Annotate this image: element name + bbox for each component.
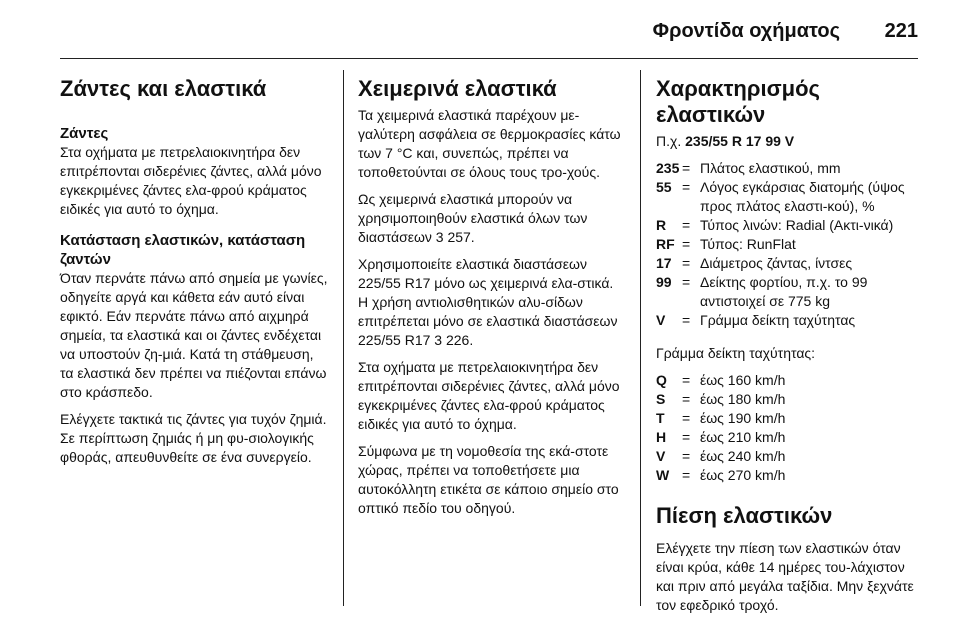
- definition-equals: =: [682, 179, 691, 195]
- section-title-tyre-designation: Χαρακτηρισμός ελαστικών: [656, 76, 820, 127]
- definition-equals: =: [682, 274, 691, 290]
- column-divider-1: [343, 70, 344, 606]
- column-winter-tyres: [358, 76, 626, 526]
- speed-index-equals: =: [682, 429, 691, 445]
- definition-meaning: Τύπος: RunFlat: [700, 236, 796, 252]
- definition-code: RF: [656, 236, 675, 252]
- definition-meaning: Λόγος εγκάρσιας διατομής (ύψος προς πλάτος ελαστι-κού), %: [700, 179, 905, 214]
- definition-code: 235: [656, 160, 680, 176]
- page-number: 221: [884, 20, 918, 42]
- speed-index-code: Q: [656, 372, 667, 388]
- speed-index-meaning: έως 210 km/h: [700, 429, 786, 445]
- designation-definitions: [656, 159, 926, 330]
- speed-index-code: T: [656, 410, 665, 426]
- definition-equals: =: [682, 255, 691, 271]
- example-prefix: Π.χ.: [656, 133, 682, 149]
- definition-code: V: [656, 312, 666, 328]
- speed-index-code: H: [656, 429, 667, 445]
- speed-index-intro: Γράμμα δείκτη ταχύτητας:: [656, 345, 816, 361]
- definition-meaning: Δείκτης φορτίου, π.χ. το 99 αντιστοιχεί σε 775 kg: [700, 274, 868, 309]
- definition-equals: =: [682, 236, 691, 252]
- heading-condition: Κατάσταση ελαστικών, κατάσταση ζαντών: [60, 232, 306, 268]
- column-wheels-tyres: [60, 76, 330, 479]
- text-condition-2: Ελέγχετε τακτικά τις ζάντες για τυχόν ζημιά. Σε περίπτωση ζημιάς ή μη φυ-σιολογικής φθοράς, απευθυνθείτε σε ένα συνεργείο.: [60, 411, 327, 465]
- speed-index-equals: =: [682, 391, 691, 407]
- definition-code: 55: [656, 179, 672, 195]
- heading-wheels: Ζάντες: [60, 125, 109, 142]
- winter-text-3: Χρησιμοποιείτε ελαστικά διαστάσεων 225/55 R17 μόνο ως χειμερινά ελα-στικά. Η χρήση αντιολισθητικών αλυ-σίδων επιτρέπεται μόνο σε ελαστικά διαστάσεων 225/55 R17 3 226.: [358, 256, 618, 348]
- speed-index-meaning: έως 240 km/h: [700, 448, 786, 464]
- section-wheels: [60, 124, 330, 219]
- speed-index-equals: =: [682, 410, 691, 426]
- example-code: 235/55 R 17 99 V: [685, 133, 795, 149]
- definition-code: 17: [656, 255, 672, 271]
- definition-meaning: Γράμμα δείκτη ταχύτητας: [700, 312, 856, 328]
- designation-example: [656, 132, 926, 151]
- speed-index-equals: =: [682, 448, 691, 464]
- winter-text-2: Ως χειμερινά ελαστικά μπορούν να χρησιμοποιηθούν ελαστικά όλων των διαστάσεων 3 257.: [358, 191, 588, 245]
- winter-text-1: Τα χειμερινά ελαστικά παρέχουν με-γαλύτερη ασφάλεια σε θερμοκρασίες κάτω των 7 °C και, συνεπώς, πρέπει να τοποθετούνται σε όλους τους τρο-χούς.: [358, 107, 621, 180]
- speed-index-equals: =: [682, 372, 691, 388]
- column-divider-2: [640, 70, 641, 606]
- speed-index-meaning: έως 270 km/h: [700, 467, 786, 483]
- chapter-title: Φροντίδα οχήματος: [652, 20, 840, 42]
- pressure-text: Ελέγχετε την πίεση των ελαστικών όταν είναι κρύα, κάθε 14 ημέρες του-λάχιστον και πριν από μεγάλα ταξίδια. Μην ξεχνάτε τον εφεδρικό τροχό.: [656, 540, 914, 613]
- header-divider: [60, 58, 918, 59]
- definition-equals: =: [682, 217, 691, 233]
- definition-code: R: [656, 217, 667, 233]
- section-title-wheels-tyres: Ζάντες και ελαστικά: [60, 76, 267, 101]
- page-header: [0, 0, 960, 60]
- speed-index-code: S: [656, 391, 666, 407]
- definition-equals: =: [682, 160, 691, 176]
- section-title-tyre-pressure: Πίεση ελαστικών: [656, 503, 833, 528]
- definition-meaning: Διάμετρος ζάντας, ίντσες: [700, 255, 853, 271]
- column-tyre-designation: [656, 76, 926, 623]
- definition-meaning: Τύπος λινών: Radial (Ακτι-νικά): [700, 217, 894, 233]
- text-condition-1: Όταν περνάτε πάνω από σημεία με γωνίες, οδηγείτε αργά και κάθετα εάν αυτό είναι εφικτό. Εάν περνάτε πάνω από αιχμηρά σημεία, τα ελαστικά και οι ζάντες ενδέχεται να υποστούν ζη-μιά. Κατά τη στάθμευση, τα ελαστικά δεν πρέπει να πιέζονται επάνω στο κράσπεδο.: [60, 270, 328, 400]
- speed-index-meaning: έως 190 km/h: [700, 410, 786, 426]
- speed-index-meaning: έως 180 km/h: [700, 391, 786, 407]
- definition-meaning: Πλάτος ελαστικού, mm: [700, 160, 841, 176]
- speed-index-equals: =: [682, 467, 691, 483]
- definition-equals: =: [682, 312, 691, 328]
- winter-text-4: Στα οχήματα με πετρελαιοκινητήρα δεν επιτρέπονται σιδερένιες ζάντες, αλλά μόνο εγκεκριμένες ζάντες ελα-φρού κράματος ειδικές για αυτό το όχημα.: [358, 359, 620, 432]
- winter-text-5: Σύμφωνα με τη νομοθεσία της εκά-στοτε χώρας, πρέπει να τοποθετήσετε μια αυτοκόλλητη ετικέτα σε κάποιο σημείο στο οπτικό πεδίο του οδηγού.: [358, 443, 619, 516]
- text-wheels: Στα οχήματα με πετρελαιοκινητήρα δεν επιτρέπονται σιδερένιες ζάντες, αλλά μόνο εγκεκριμένες ζάντες ελα-φρού κράματος ειδικές για αυτό το όχημα.: [60, 144, 322, 217]
- speed-index-meaning: έως 160 km/h: [700, 372, 786, 388]
- section-condition: [60, 231, 330, 467]
- speed-index-code: V: [656, 448, 666, 464]
- speed-index-list: [656, 371, 926, 485]
- section-title-winter-tyres: Χειμερινά ελαστικά: [358, 76, 557, 101]
- definition-code: 99: [656, 274, 672, 290]
- speed-index-code: W: [656, 467, 670, 483]
